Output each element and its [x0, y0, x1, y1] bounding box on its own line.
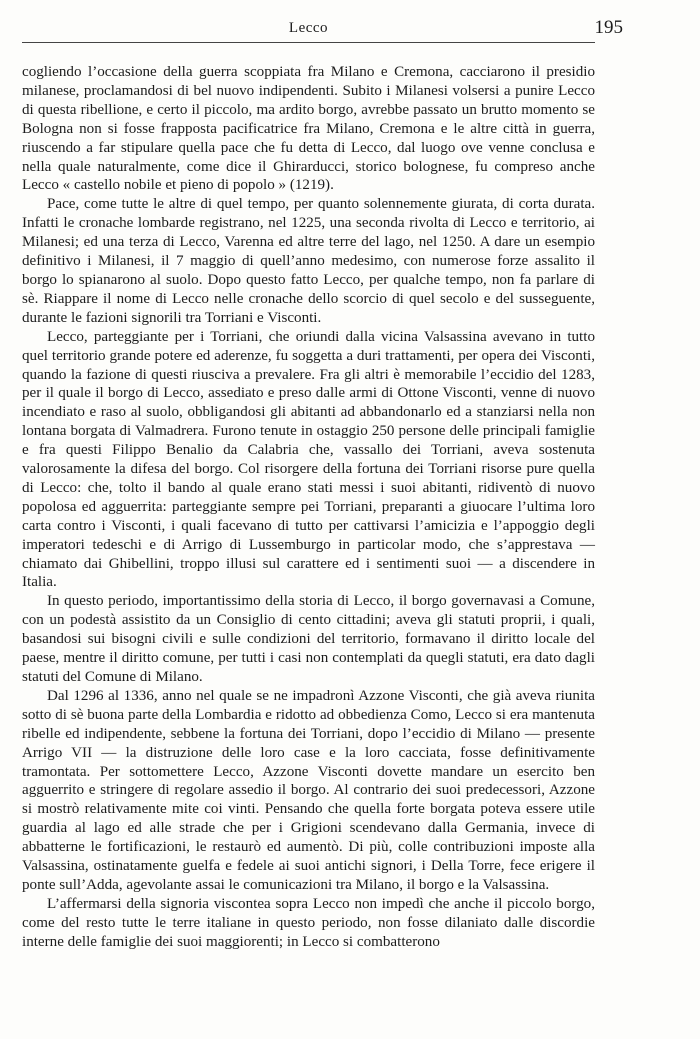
paragraph-4: In questo periodo, importantissimo della storia di Lecco, il borgo governavasi a Comune, con un podestà assistito da un Consiglio di cento cittadini; aveva gli statuti proprii, i quali, basandosi sui bisogni civili e sulle condizioni del territorio, formavano il diritto locale del paese, mentre il diritto comune, per tutti i casi non contemplati da quegli statuti, era dato dagli statuti del Comune di Milano.	[22, 593, 595, 685]
paragraph-5: Dal 1296 al 1336, anno nel quale se ne impadronì Azzone Visconti, che già aveva riunita sotto di sè buona parte della Lombardia e ridotto ad obbedienza Como, Lecco si era mantenuta ribelle ed indipendente, sebbene la fortuna dei Torriani, dopo l’eccidio di Milano — presente Arrigo VII — la distruzione delle loro case e la loro cacciata, fosse definitivamente tramontata. Per sottomettere Lecco, Azzone Visconti dovette mandare un esercito ben agguerrito e stringere di regolare assedio il borgo. Al contrario dei suoi predecessori, Azzone si mostrò relativamente mite coi vinti. Pensando che quella forte borgata poteva essere utile guardia al lago ed alle strade che per i Grigioni scendevano dalla Germania, invece di abbatterne le fortificazioni, le restaurò ed aumentò. Di più, colle contribuzioni imposte alla Valsassina, ostinatamente guelfa e fedele ai suoi antichi signori, i Della Torre, fece erigere il ponte sull’Adda, agevolante assai le comunicazioni tra Milano, il borgo e la Valsassina.	[22, 687, 595, 893]
paragraph-3: Lecco, parteggiante per i Torriani, che oriundi dalla vicina Valsassina avevano in tutto quel territorio grande potere ed aderenze, fu soggetta a duri trattamenti, per opera dei Visconti, quando la fazione di questi riusciva a prevalere. Fra gli altri è memorabile l’eccidio del 1283, per il quale il borgo di Lecco, assediato e preso dalle armi di Ottone Visconti, venne di nuovo incendiato e raso al suolo, obbligandosi gli abitanti ad abbandonarlo ed a stanziarsi nella non lontana borgata di Valmadrera. Furono tenute in ostaggio 250 persone delle principali famiglie e fra questi Filippo Benalio da Calabria che, vassallo dei Torriani, aveva sostenuta valorosamente la difesa del borgo. Col risorgere della fortuna dei Torriani risorse pure quella di Lecco: che, tolto il bando al quale erano stati messi i suoi abitanti, ridiventò di nuovo popolosa ed agguerrita: parteggiante sempre pei Torriani, preparanti a giuocare l’ultima loro carta contro i Visconti, i quali facevano di tutto per cattivarsi l’amicizia e l’appoggio degli imperatori tedeschi e di Arrigo di Lussemburgo in particolar modo, che s’apprestava — chiamato dai Ghibellini, troppo illusi sul carattere ed i sentimenti suoi — a discendere in Italia.	[22, 328, 595, 591]
paragraph-1: cogliendo l’occasione della guerra scoppiata fra Milano e Cremona, cacciarono il presidio milanese, proclamandosi di bel nuovo indipendenti. Subito i Milanesi volsersi a punire Lecco di questa ribellione, e certo il piccolo, ma ardito borgo, avrebbe passato un brutto momento se Bologna non si fosse frapposta pacificatrice fra Milano, Cremona e le altre città in guerra, riuscendo a far stipulare quella pace che fu detta di Lecco, dal luogo ove venne conclusa e nella quale naturalmente, come dice il Ghirarducci, storico bolognese, fu compreso anche Lecco « castello nobile et pieno di popolo » (1219).	[22, 64, 595, 194]
paragraph-6: L’affermarsi della signoria viscontea sopra Lecco non impedì che anche il piccolo borgo, come del resto tutte le terre italiane in questo periodo, non fosse dilaniato dalle discordie interne delle famiglie dei suoi maggiorenti; in Lecco si combatterono	[22, 895, 595, 950]
paragraph-2: Pace, come tutte le altre di quel tempo, per quanto solennemente giurata, di corta durata. Infatti le cronache lombarde registrano, nel 1225, una seconda rivolta di Lecco e territorio, ai Milanesi; ed una terza di Lecco, Varenna ed altre terre del lago, nel 1250. A dare un esempio definitivo i Milanesi, il 7 maggio di quell’anno medesimo, con numerose forze assalito il borgo lo spianarono al suolo. Dopo questo fatto Lecco, per qualche tempo, non fa parlare di sè. Riappare il nome di Lecco nelle cronache dello scorcio di quel secolo e del susseguente, durante le fazioni signorili tra Torriani e Visconti.	[22, 196, 595, 326]
body-text	[22, 63, 595, 952]
running-header	[22, 14, 623, 43]
running-title: Lecco	[288, 20, 329, 36]
page-number: 195	[594, 17, 623, 38]
